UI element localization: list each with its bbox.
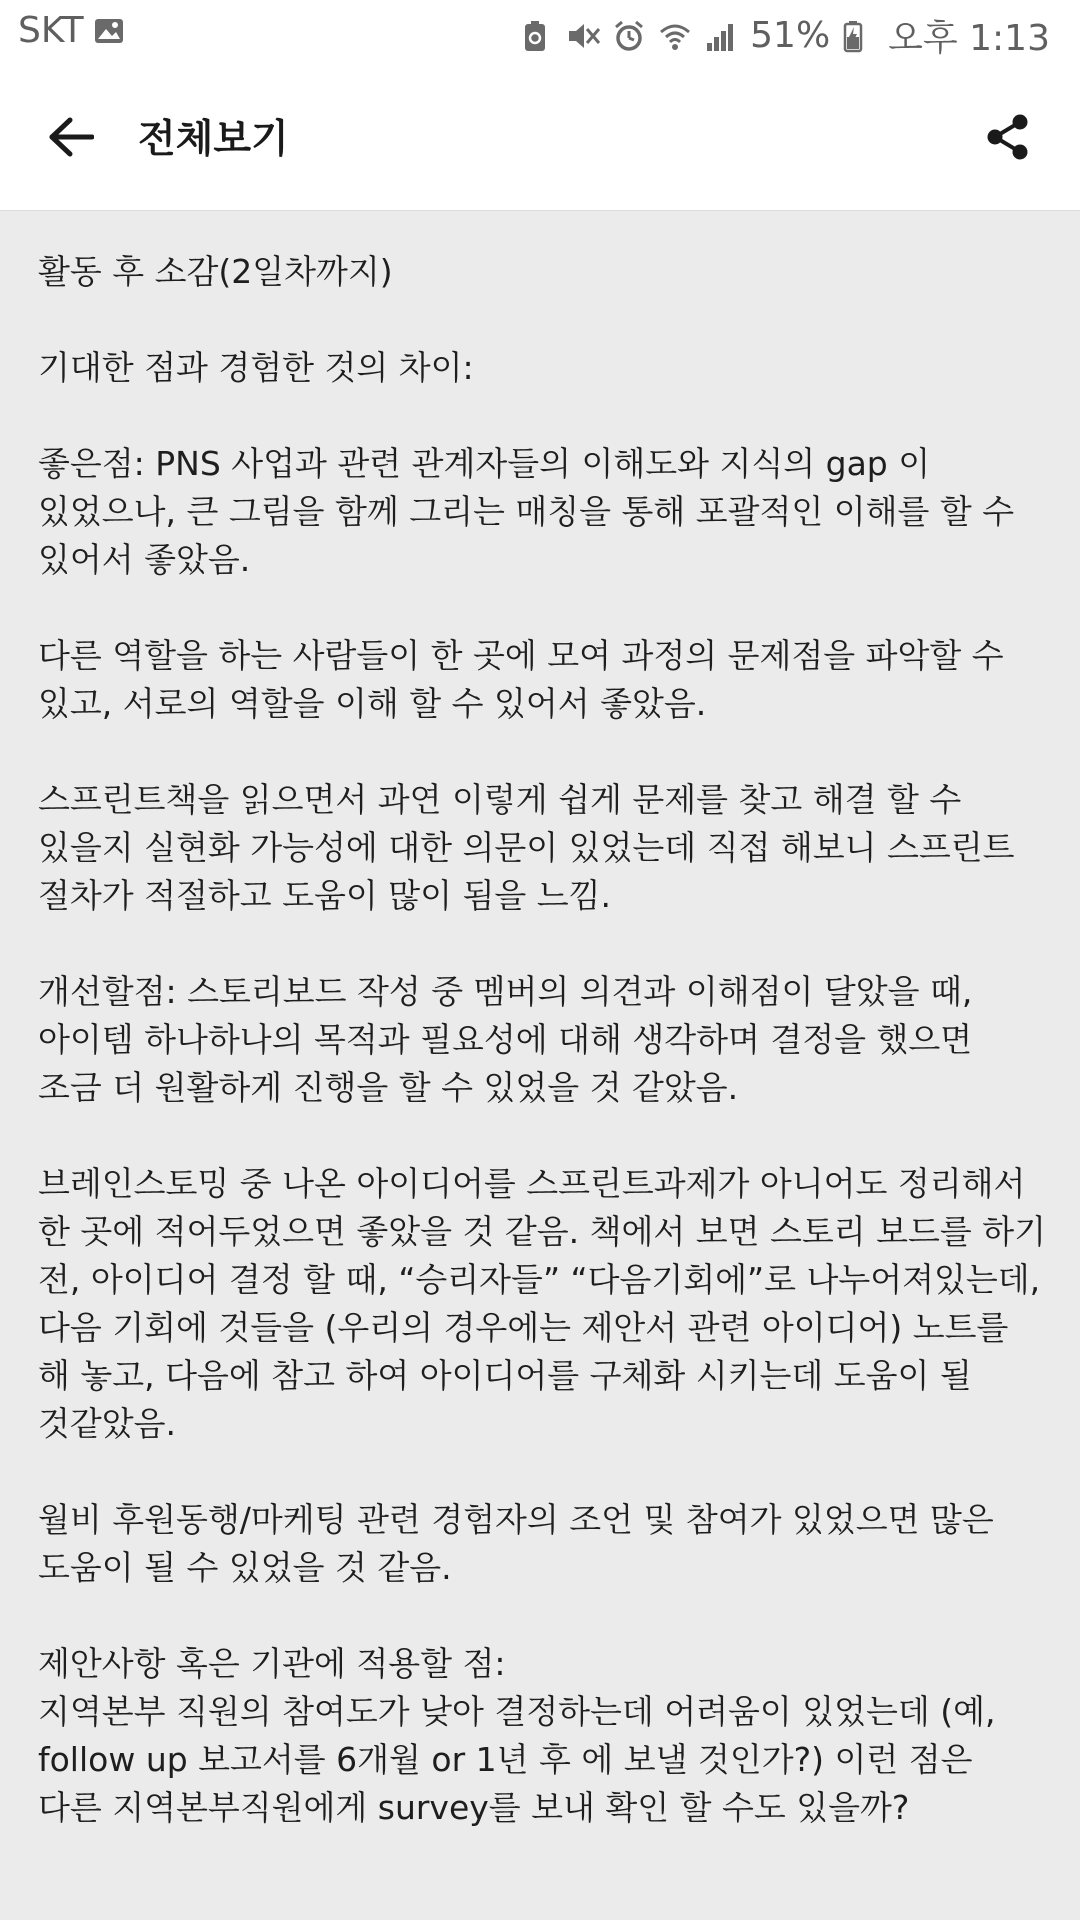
wifi-icon xyxy=(658,19,692,53)
app-bar xyxy=(0,64,1080,211)
note-paragraph: 브레인스토밍 중 나온 아이디어를 스프린트과제가 아니어도 정리해서 한 곳에 적어두었으면 좋았을 것 같음. 책에서 보면 스토리 보드를 하기 전, 아이디어 결정 할 때, “승리자들” “다음기회에”로 나누어져있는데, 다음 기회에 것들을 (우리의 경우에는 제안서 관련 아이디어) 노트를 해 놓고, 다음에 참고 하여 아이디어를 구체화 시키는데 도움이 될 것같았음. xyxy=(38,1164,1046,1443)
battery-saver-icon xyxy=(520,19,554,53)
status-left xyxy=(18,10,126,51)
battery-icon xyxy=(842,19,876,53)
signal-icon xyxy=(704,19,738,53)
note-paragraph: 기대한 점과 경험한 것의 차이: xyxy=(38,348,474,387)
note-content xyxy=(38,248,1048,1832)
status-bar xyxy=(0,0,1080,64)
share-icon xyxy=(985,113,1029,161)
note-paragraph: 제안사항 혹은 기관에 적용할 점: 지역본부 직원의 참여도가 낮아 결정하는데 어려움이 있었는데 (예, follow up 보고서를 6개월 or 1년 후 에 보낼 것인가?) 이런 점은 다른 지역본부직원에게 survey를 보내 확인 할 수도 있을까? xyxy=(38,1644,996,1827)
clock: 오후 1:13 xyxy=(888,18,1050,59)
carrier-label: SKT xyxy=(18,10,84,51)
battery-percent: 51% xyxy=(750,15,831,56)
mute-icon xyxy=(566,19,600,53)
back-button[interactable] xyxy=(40,106,102,168)
image-icon xyxy=(92,14,126,48)
arrow-left-icon xyxy=(48,117,94,157)
alarm-icon xyxy=(612,19,646,53)
note-paragraph: 월비 후원동행/마케팅 관련 경험자의 조언 및 참여가 있었으면 많은 도움이 될 수 있었을 것 같음. xyxy=(38,1500,994,1587)
share-button[interactable] xyxy=(978,108,1036,166)
note-paragraph-title: 활동 후 소감(2일차까지) xyxy=(38,252,393,291)
note-paragraph: 스프린트책을 읽으면서 과연 이렇게 쉽게 문제를 찾고 해결 할 수 있을지 실현화 가능성에 대한 의문이 있었는데 직접 해보니 스프린트 절차가 적절하고 도움이 많이 됨을 느낌. xyxy=(38,780,1015,915)
status-right xyxy=(520,10,1050,61)
note-paragraph: 좋은점: PNS 사업과 관련 관계자들의 이해도와 지식의 gap 이 있었으나, 큰 그림을 함께 그리는 매칭을 통해 포괄적인 이해를 할 수 있어서 좋았음. xyxy=(38,444,1015,579)
page-title: 전체보기 xyxy=(138,117,289,162)
note-paragraph: 다른 역할을 하는 사람들이 한 곳에 모여 과정의 문제점을 파악할 수 있고, 서로의 역할을 이해 할 수 있어서 좋았음. xyxy=(38,636,1004,723)
note-paragraph: 개선할점: 스토리보드 작성 중 멤버의 의견과 이해점이 달았을 때, 아이템 하나하나의 목적과 필요성에 대해 생각하며 결정을 했으면 조금 더 원활하게 진행을 할 수 있었을 것 같았음. xyxy=(38,972,973,1107)
